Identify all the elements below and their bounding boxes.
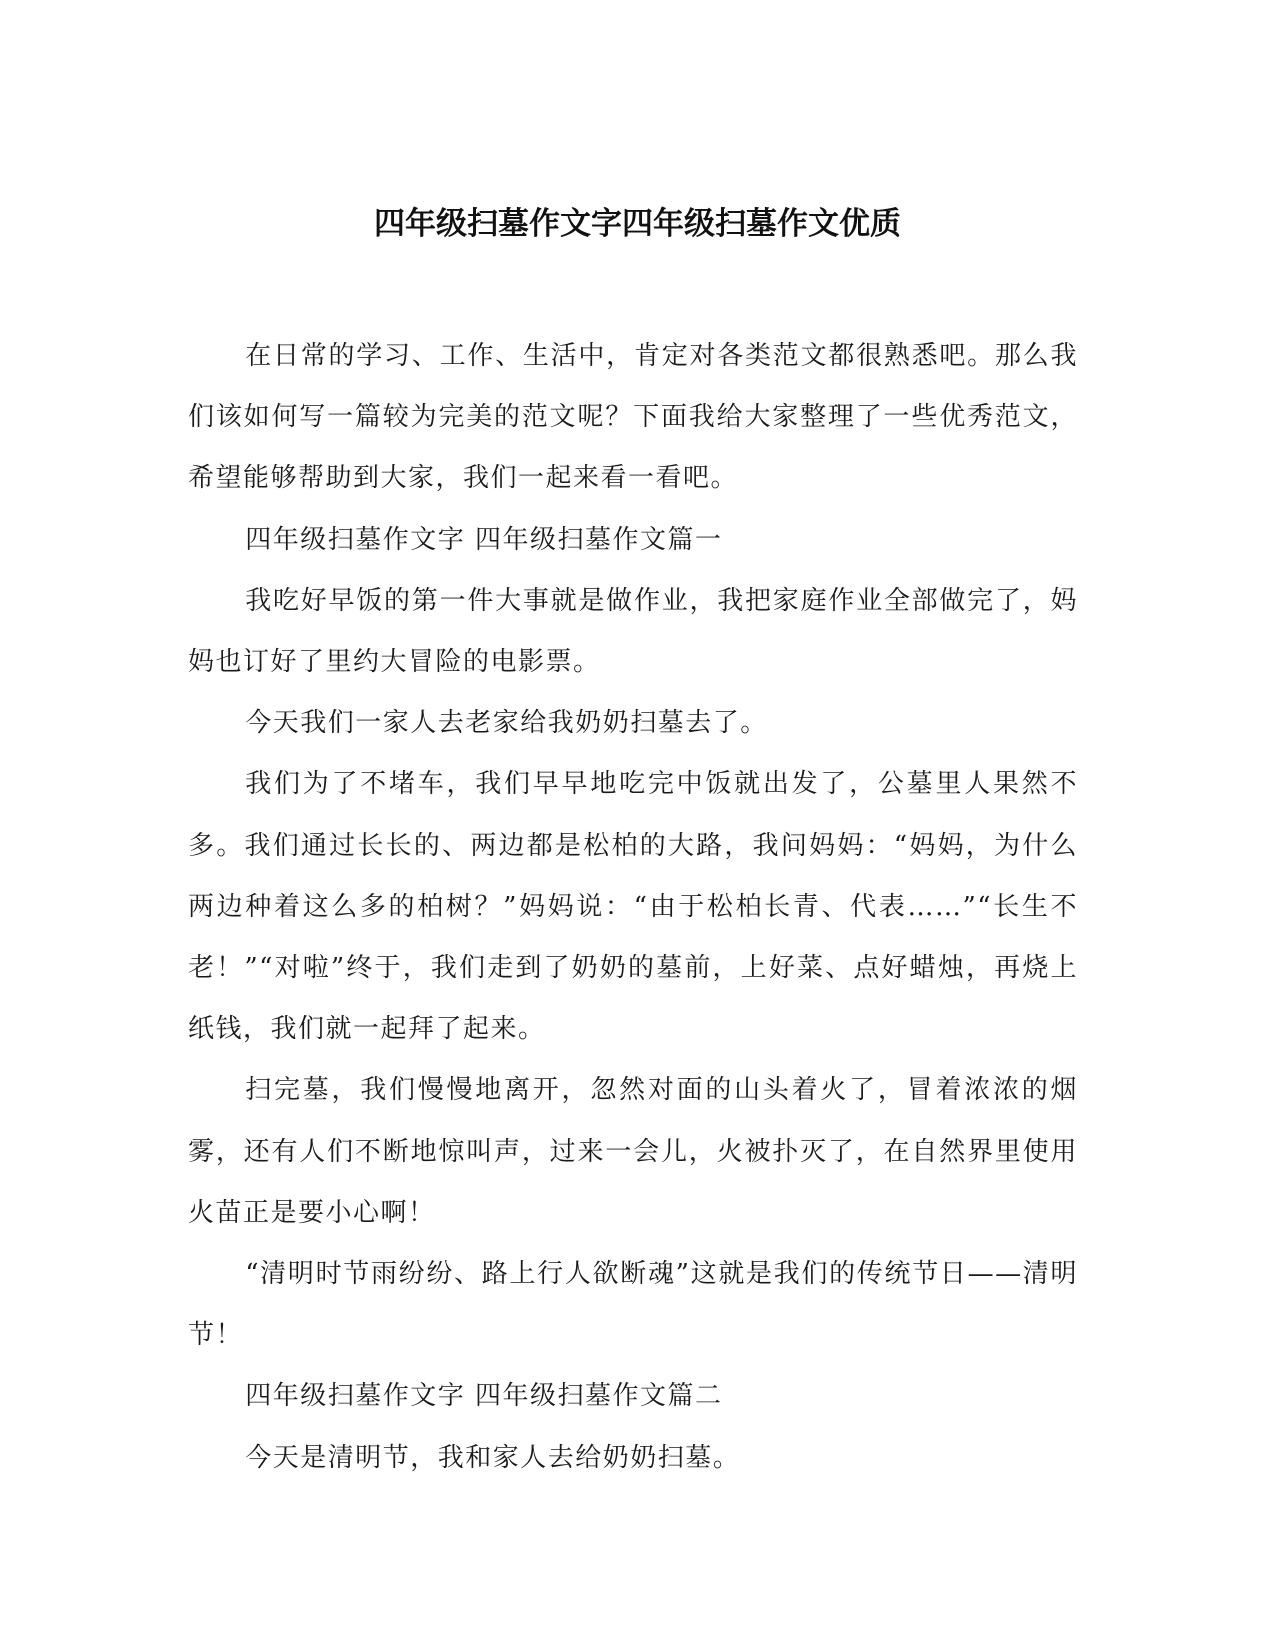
section-heading-1: 四年级扫墓作文字 四年级扫墓作文篇一	[245, 524, 723, 555]
paragraph: “清明时节雨纷纷、路上行人欲断魂”这就是我们的传统节日——清明节！	[188, 1259, 1078, 1351]
paragraph: 今天是清明节，我和家人去给奶奶扫墓。	[245, 1442, 741, 1473]
section-heading-2: 四年级扫墓作文字 四年级扫墓作文篇二	[245, 1381, 723, 1412]
paragraph-intro: 在日常的学习、工作、生活中，肯定对各类范文都很熟悉吧。那么我们该如何写一篇较为完美的范文呢？下面我给大家整理了一些优秀范文，希望能够帮助到大家，我们一起来看一看吧。	[188, 341, 1078, 494]
paragraph: 我们为了不堵车，我们早早地吃完中饭就出发了，公墓里人果然不多。我们通过长长的、两边都是松柏的大路，我问妈妈：“妈妈，为什么两边种着这么多的柏树？”妈妈说：“由于松柏长青、代表……”“长生不老！”“对啦”终于，我们走到了奶奶的墓前，上好菜、点好蜡烛，再烧上纸钱，我们就一起拜了起来。	[188, 769, 1078, 1045]
document-body	[188, 326, 1078, 1489]
document-title: 四年级扫墓作文字四年级扫墓作文优质	[374, 206, 901, 242]
paragraph: 扫完墓，我们慢慢地离开，忽然对面的山头着火了，冒着浓浓的烟雾，还有人们不断地惊叫声，过来一会儿，火被扑灭了，在自然界里使用火苗正是要小心啊！	[188, 1075, 1078, 1228]
paragraph: 今天我们一家人去老家给我奶奶扫墓去了。	[245, 708, 768, 739]
paragraph: 我吃好早饭的第一件大事就是做作业，我把家庭作业全部做完了，妈妈也订好了里约大冒险的电影票。	[188, 585, 1078, 678]
